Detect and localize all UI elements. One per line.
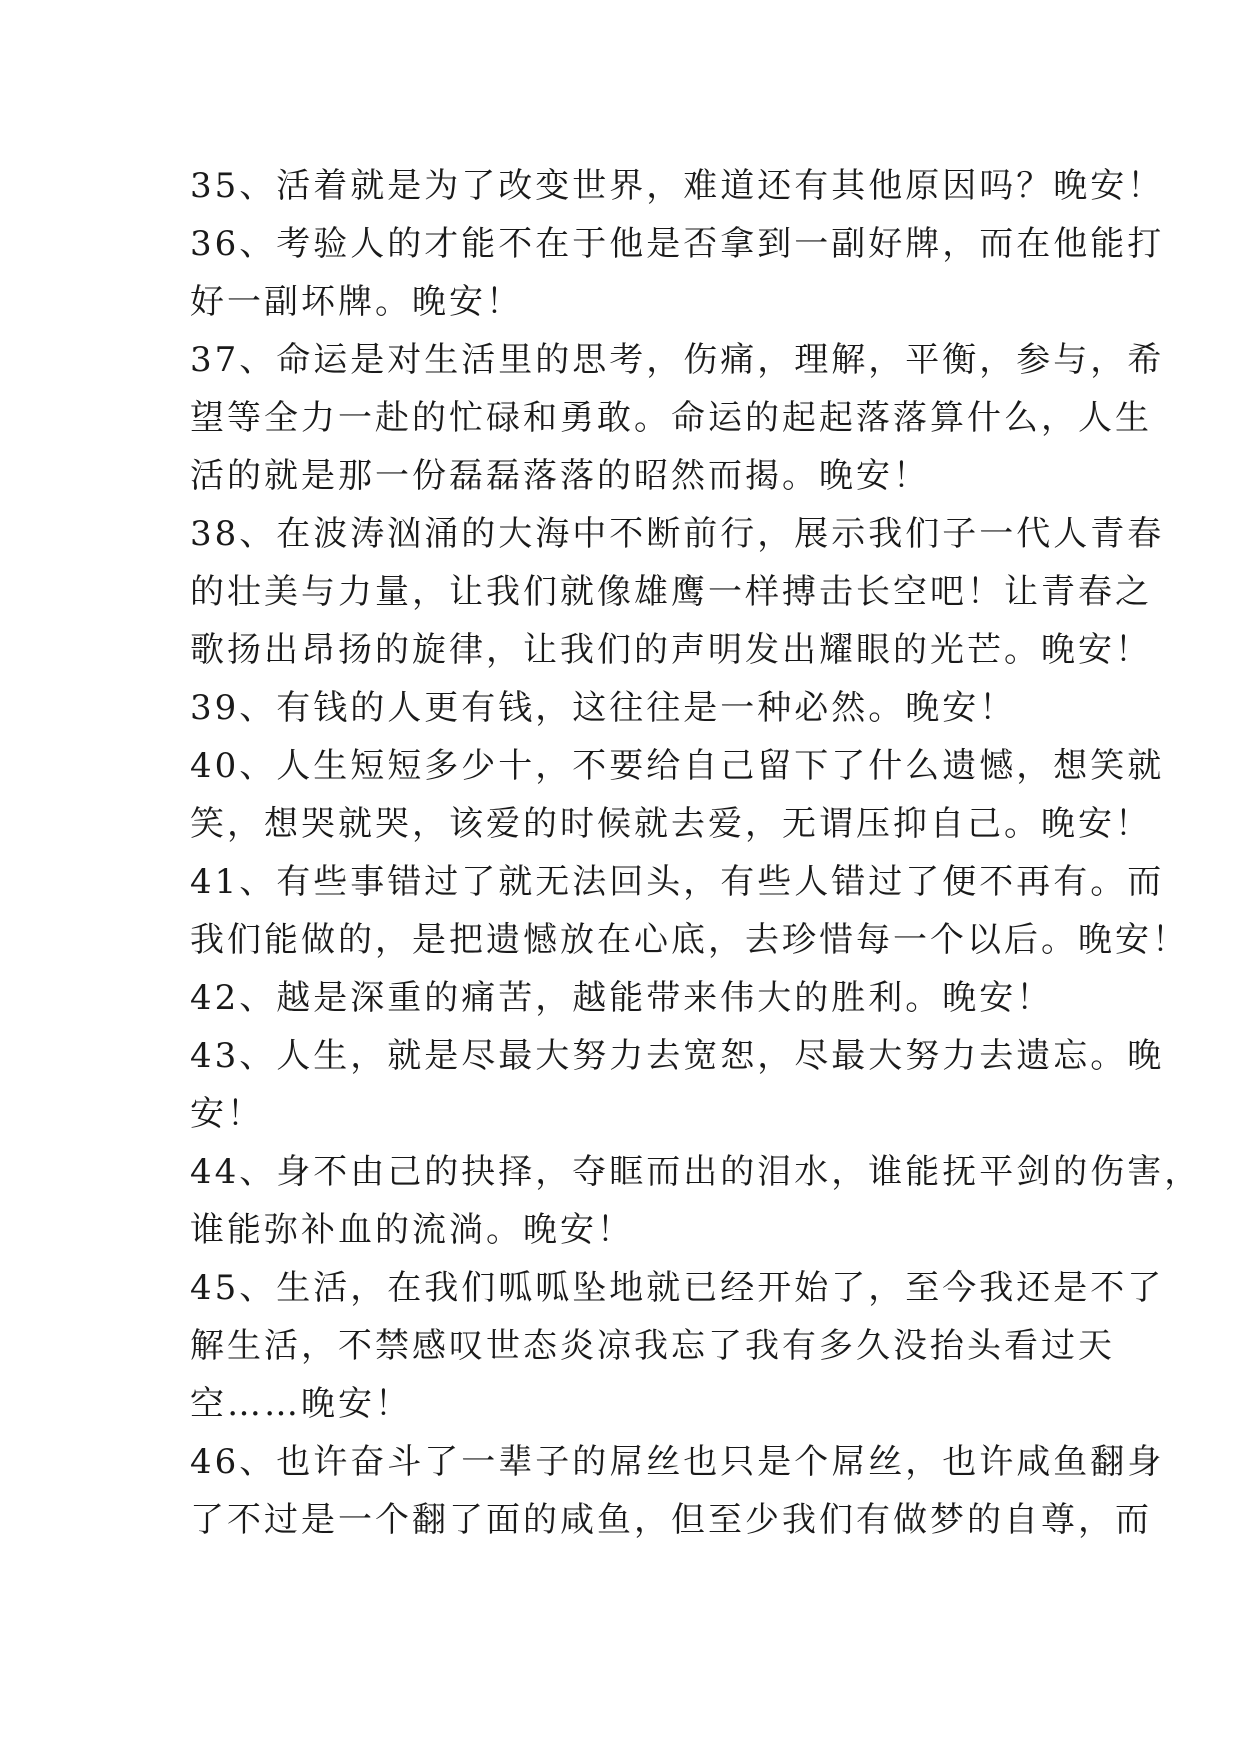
text-line: 45、生活，在我们呱呱坠地就已经开始了，至今我还是不了 [190, 1268, 1165, 1308]
text-line: 我们能做的，是把遗憾放在心底，去珍惜每一个以后。晚安！ [190, 920, 1189, 960]
text-line: 望等全力一赴的忙碌和勇敢。命运的起起落落算什么，人生 [190, 398, 1152, 438]
text-line: 安！ [190, 1094, 264, 1134]
text-line: 38、在波涛汹涌的大海中不断前行，展示我们子一代人青春 [190, 514, 1165, 554]
text-line: 解生活，不禁感叹世态炎凉我忘了我有多久没抬头看过天 [190, 1326, 1115, 1366]
text-line: 43、人生，就是尽最大努力去宽恕，尽最大努力去遗忘。晚 [190, 1036, 1165, 1076]
text-line: 46、也许奋斗了一辈子的屌丝也只是个屌丝，也许咸鱼翻身 [190, 1442, 1165, 1482]
text-line: 39、有钱的人更有钱，这往往是一种必然。晚安！ [190, 688, 1017, 728]
text-line: 了不过是一个翻了面的咸鱼，但至少我们有做梦的自尊，而 [190, 1500, 1152, 1540]
text-line: 笑，想哭就哭，该爱的时候就去爱，无谓压抑自己。晚安！ [190, 804, 1152, 844]
text-line: 空……晚安！ [190, 1384, 412, 1424]
text-line: 的壮美与力量，让我们就像雄鹰一样搏击长空吧！让青春之 [190, 572, 1152, 612]
document-body [190, 157, 1202, 1549]
text-line: 41、有些事错过了就无法回头，有些人错过了便不再有。而 [190, 862, 1165, 902]
text-line: 44、身不由己的抉择，夺眶而出的泪水，谁能抚平剑的伤害， [190, 1152, 1202, 1192]
text-line: 歌扬出昂扬的旋律，让我们的声明发出耀眼的光芒。晚安！ [190, 630, 1152, 670]
text-line: 活的就是那一份磊磊落落的昭然而揭。晚安！ [190, 456, 930, 496]
text-line: 好一副坏牌。晚安！ [190, 282, 523, 322]
text-line: 40、人生短短多少十，不要给自己留下了什么遗憾，想笑就 [190, 746, 1165, 786]
text-line: 42、越是深重的痛苦，越能带来伟大的胜利。晚安！ [190, 978, 1054, 1018]
text-line: 谁能弥补血的流淌。晚安！ [190, 1210, 634, 1250]
text-line: 35、活着就是为了改变世界，难道还有其他原因吗？晚安！ [190, 166, 1165, 206]
text-line: 37、命运是对生活里的思考，伤痛，理解，平衡，参与，希 [190, 340, 1165, 380]
text-line: 36、考验人的才能不在于他是否拿到一副好牌，而在他能打 [190, 224, 1165, 264]
